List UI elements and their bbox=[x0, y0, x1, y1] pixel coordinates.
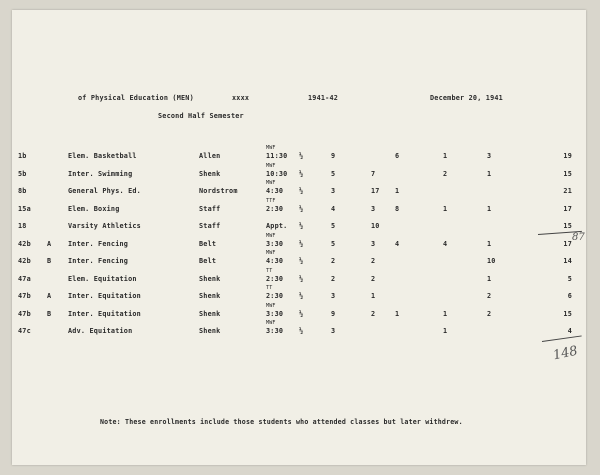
instructor: Shenk bbox=[199, 274, 221, 283]
class-days: MWF bbox=[266, 250, 276, 256]
count-6: 2 bbox=[487, 309, 492, 318]
class-days: MWF bbox=[266, 162, 276, 169]
credit: ½ bbox=[299, 239, 304, 248]
instructor: Staff bbox=[199, 222, 221, 230]
header-year: 1941-42 bbox=[308, 94, 339, 102]
class-days: MWF bbox=[266, 302, 276, 309]
count-1: 3 bbox=[331, 327, 336, 335]
count-5: 1 bbox=[443, 204, 448, 213]
header-semester: Second Half Semester bbox=[158, 112, 244, 120]
count-2: 2 bbox=[371, 274, 376, 283]
count-1: 5 bbox=[331, 222, 336, 230]
count-5: 1 bbox=[443, 327, 448, 335]
credit: ½ bbox=[299, 222, 304, 230]
count-2: 2 bbox=[371, 309, 376, 318]
instructor: Nordstrom bbox=[199, 187, 238, 195]
count-2: 3 bbox=[371, 204, 376, 213]
count-1: 4 bbox=[331, 204, 336, 213]
course-name: General Phys. Ed. bbox=[68, 187, 141, 195]
section-letter: B bbox=[47, 309, 52, 318]
credit: ½ bbox=[299, 309, 304, 318]
count-2: 17 bbox=[371, 187, 380, 195]
section-letter: A bbox=[47, 239, 52, 248]
class-days: TTF bbox=[266, 197, 276, 204]
handwritten-total: 148 bbox=[551, 343, 580, 364]
course-number: 47c bbox=[18, 327, 31, 335]
course-name: Inter. Equitation bbox=[68, 309, 141, 318]
instructor: Shenk bbox=[199, 309, 221, 318]
count-5: 1 bbox=[443, 309, 448, 318]
credit: ½ bbox=[299, 187, 304, 195]
class-days: TT bbox=[266, 267, 273, 274]
count-5: 4 bbox=[443, 239, 448, 248]
instructor: Staff bbox=[199, 204, 221, 213]
class-days: MWF bbox=[266, 180, 276, 186]
course-number: 18 bbox=[18, 222, 27, 230]
count-1: 3 bbox=[331, 187, 336, 195]
class-time: 2:30 bbox=[266, 292, 284, 300]
section-letter: B bbox=[47, 257, 52, 265]
credit: ½ bbox=[299, 152, 304, 160]
course-number: 47b bbox=[18, 309, 31, 318]
course-name: Adv. Equitation bbox=[68, 327, 133, 335]
count-5: 1 bbox=[443, 152, 448, 160]
count-1: 2 bbox=[331, 257, 336, 265]
class-time: 4:30 bbox=[266, 187, 284, 195]
class-days: MWF bbox=[266, 145, 276, 151]
course-number: 5b bbox=[18, 169, 27, 178]
class-time: 10:30 bbox=[266, 169, 288, 178]
course-name: Elem. Boxing bbox=[68, 204, 120, 213]
header-mark: xxxx bbox=[232, 94, 250, 102]
course-number: 47b bbox=[18, 292, 31, 300]
count-2: 7 bbox=[371, 169, 376, 178]
count-2: 10 bbox=[371, 222, 380, 230]
count-6: 1 bbox=[487, 169, 492, 178]
count-3: 6 bbox=[395, 152, 400, 160]
credit: ½ bbox=[299, 257, 304, 265]
row-total: 5 bbox=[567, 274, 572, 283]
row-total: 14 bbox=[563, 257, 572, 265]
count-1: 5 bbox=[331, 239, 336, 248]
course-name: Inter. Swimming bbox=[68, 169, 133, 178]
row-total: 21 bbox=[563, 187, 572, 195]
class-time: Appt. bbox=[266, 222, 288, 230]
section-letter: A bbox=[47, 292, 52, 300]
course-name: Inter. Equitation bbox=[68, 292, 141, 300]
credit: ½ bbox=[299, 204, 304, 213]
row-total: 17 bbox=[563, 239, 572, 248]
header-date: December 20, 1941 bbox=[430, 94, 503, 102]
course-name: Inter. Fencing bbox=[68, 257, 129, 265]
count-2: 3 bbox=[371, 239, 376, 248]
count-3: 8 bbox=[395, 204, 400, 213]
count-1: 9 bbox=[331, 309, 336, 318]
credit: ½ bbox=[299, 327, 304, 335]
course-number: 8b bbox=[18, 187, 27, 195]
instructor: Belt bbox=[199, 239, 217, 248]
course-name: Elem. Equitation bbox=[68, 274, 137, 283]
row-total: 19 bbox=[563, 152, 572, 160]
row-total: 4 bbox=[567, 327, 572, 335]
class-time: 3:30 bbox=[266, 239, 284, 248]
count-6: 10 bbox=[487, 257, 496, 265]
count-3: 4 bbox=[395, 239, 400, 248]
course-number: 42b bbox=[18, 257, 31, 265]
count-1: 9 bbox=[331, 152, 336, 160]
instructor: Shenk bbox=[199, 169, 221, 178]
course-name: Varsity Athletics bbox=[68, 222, 141, 230]
header-dept: of Physical Education (MEN) bbox=[78, 94, 194, 102]
course-number: 47a bbox=[18, 274, 31, 283]
row-total: 17 bbox=[563, 204, 572, 213]
row-total: 6 bbox=[567, 292, 572, 300]
credit: ½ bbox=[299, 274, 304, 283]
class-days: TT bbox=[266, 285, 273, 291]
count-2: 1 bbox=[371, 292, 376, 300]
class-time: 11:30 bbox=[266, 152, 288, 160]
course-number: 1b bbox=[18, 152, 27, 160]
course-number: 42b bbox=[18, 239, 31, 248]
class-time: 3:30 bbox=[266, 309, 284, 318]
count-6: 1 bbox=[487, 274, 492, 283]
count-6: 2 bbox=[487, 292, 492, 300]
count-3: 1 bbox=[395, 187, 400, 195]
row-total: 15 bbox=[563, 309, 572, 318]
course-number: 15a bbox=[18, 204, 31, 213]
class-days: MWF bbox=[266, 232, 276, 239]
course-name: Elem. Basketball bbox=[68, 152, 137, 160]
count-1: 3 bbox=[331, 292, 336, 300]
document-page bbox=[12, 10, 586, 465]
class-time: 2:30 bbox=[266, 274, 284, 283]
course-name: Inter. Fencing bbox=[68, 239, 129, 248]
count-3: 1 bbox=[395, 309, 400, 318]
row-total: 15 bbox=[563, 169, 572, 178]
class-time: 4:30 bbox=[266, 257, 284, 265]
instructor: Belt bbox=[199, 257, 217, 265]
credit: ½ bbox=[299, 169, 304, 178]
count-6: 1 bbox=[487, 204, 492, 213]
credit: ½ bbox=[299, 292, 304, 300]
handwritten-subtotal: 87 bbox=[572, 232, 585, 243]
class-time: 2:30 bbox=[266, 204, 284, 213]
count-1: 2 bbox=[331, 274, 336, 283]
count-6: 1 bbox=[487, 239, 492, 248]
instructor: Shenk bbox=[199, 292, 221, 300]
count-6: 3 bbox=[487, 152, 492, 160]
count-1: 5 bbox=[331, 169, 336, 178]
instructor: Shenk bbox=[199, 327, 221, 335]
instructor: Allen bbox=[199, 152, 221, 160]
class-days: MWF bbox=[266, 320, 276, 326]
footnote: Note: These enrollments include those students who attended classes but later withdrew. bbox=[100, 418, 463, 426]
count-5: 2 bbox=[443, 169, 448, 178]
count-2: 2 bbox=[371, 257, 376, 265]
row-total: 15 bbox=[563, 222, 572, 230]
class-time: 3:30 bbox=[266, 327, 284, 335]
